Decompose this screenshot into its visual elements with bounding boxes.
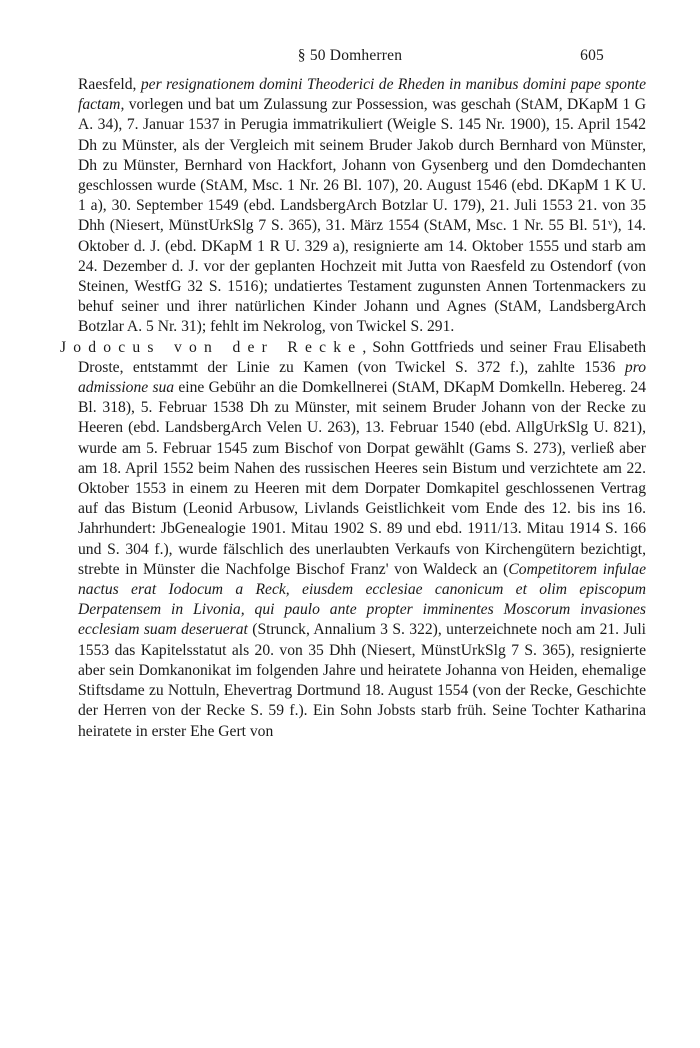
- entry-name: Jodocus von der Recke: [60, 338, 363, 356]
- text-segment: eine Gebühr an die Domkellnerei (StAM, DKapM Domkelln. Hebereg. 24 Bl. 318), 5. Februar 1538 Dh zu Münster, mit seinem Bruder Johann von der Recke zu Heeren (ebd. LandsbergArch Velen U. 263), 13. Februar 1540 (ebd. AllgUrkSlg U. 821), wurde am 5. Februar 1545 zum Bischof von Dorpat gewählt (Gams S. 273), verließ aber am 18. April 1552 beim Nahen des russischen Heeres sein Bistum und verzichtete am 22. Oktober 1553 in einem zu Heeren mit dem Dorpater Domkapitel geschlossenen Vertrag auf das Bistum (Leonid Arbusow, Livlands Geistlichkeit vom Ende des 12. bis ins 16. Jahrhundert: JbGenealogie 1901. Mitau 1902 S. 89 und ebd. 1911/13. Mitau 1914 S. 166 und S. 304 f.), wurde fälschlich des unerlaubten Verkaufs von Kirchengütern bezichtigt, strebte in Münster die Nachfolge Bischof Franz' von Waldeck an (: [78, 379, 646, 578]
- body-text: [60, 75, 646, 742]
- page-number: 605: [580, 47, 604, 64]
- text-segment: (Strunck, Annalium 3 S. 322), unterzeichnete noch am 21. Juli 1553 das Kapitelsstatut als 20. von 35 Dhh (Niesert, MünstUrkSlg 7 S. 365), resignierte aber sein Domkanonikat im folgenden Jahre und heiratete Johanna von Heiden, ehemalige Stiftsdame zu Nottuln, Ehevertrag Dortmund 18. August 1554 (von der Recke, Geschichte der Herren von der Recke S. 59 f.). Ein Sohn Jobsts starb früh. Seine Tochter Katharina heiratete in erster Ehe Gert von: [78, 621, 647, 740]
- running-head: [0, 47, 700, 69]
- latin-phrase: pro admissione sua: [78, 358, 646, 397]
- entry-continued: [60, 75, 646, 338]
- entry-jodocus-von-der-recke: [60, 338, 646, 742]
- text-segment: Raesfeld,: [78, 76, 141, 93]
- text-segment: , Sohn Gottfrieds und seiner Frau Elisabeth Droste, entstammt der Linie zu Kamen (von Twickel S. 372 f.), zahlte 1536: [78, 338, 646, 376]
- latin-quote: Competitorem infulae nactus erat Iodocum a Reck, eiusdem ecclesiae canonicum et olim episcopum Derpatensem in Livonia, qui paulo ante propter imminentes Moscorum invasiones ecclesiam suam deseruerat: [78, 560, 646, 639]
- text-segment: vorlegen und bat um Zulassung zur Possession, was geschah (StAM, DKapM 1 G A. 34), 7. Januar 1537 in Perugia immatrikuliert (Weigle S. 145 Nr. 1900), 15. April 1542 Dh zu Münster, als der Vergleich mit seinem Bruder Jakob durch Bernhard von Münster, Dh zu Münster, Bernhard von Hackfort, Johann von Gysenberg und den Domdechanten geschlossen wurde (StAM, Msc. 1 Nr. 26 Bl. 107), 20. August 1546 (ebd. DKapM 1 K U. 1 a), 30. September 1549 (ebd. LandsbergArch Botzlar U. 179), 21. Juli 1553 21. von 35 Dhh (Niesert, MünstUrkSlg 7 S. 365), 31. März 1554 (StAM, Msc. 1 Nr. 55 Bl. 51ᵛ), 14. Oktober d. J. (ebd. DKapM 1 R U. 329 a), resignierte am 14. Oktober 1555 und starb am 24. Dezember d. J. vor der geplanten Hochzeit mit Jutta von Raesfeld zu Ostendorf (von Steinen, WestfG 32 S. 1516); undatiertes Testament zugunsten Annen Tortenmackers zu behuf seiner und ihrer natürlichen Kinder Johann und Agnes (StAM, LandsbergArch Botzlar A. 5 Nr. 31); fehlt im Nekrolog, von Twickel S. 291.: [78, 96, 646, 336]
- latin-quote: per resignationem domini Theoderici de Rheden in manibus domini pape sponte factam,: [78, 76, 646, 114]
- running-title: § 50 Domherren: [297, 47, 403, 64]
